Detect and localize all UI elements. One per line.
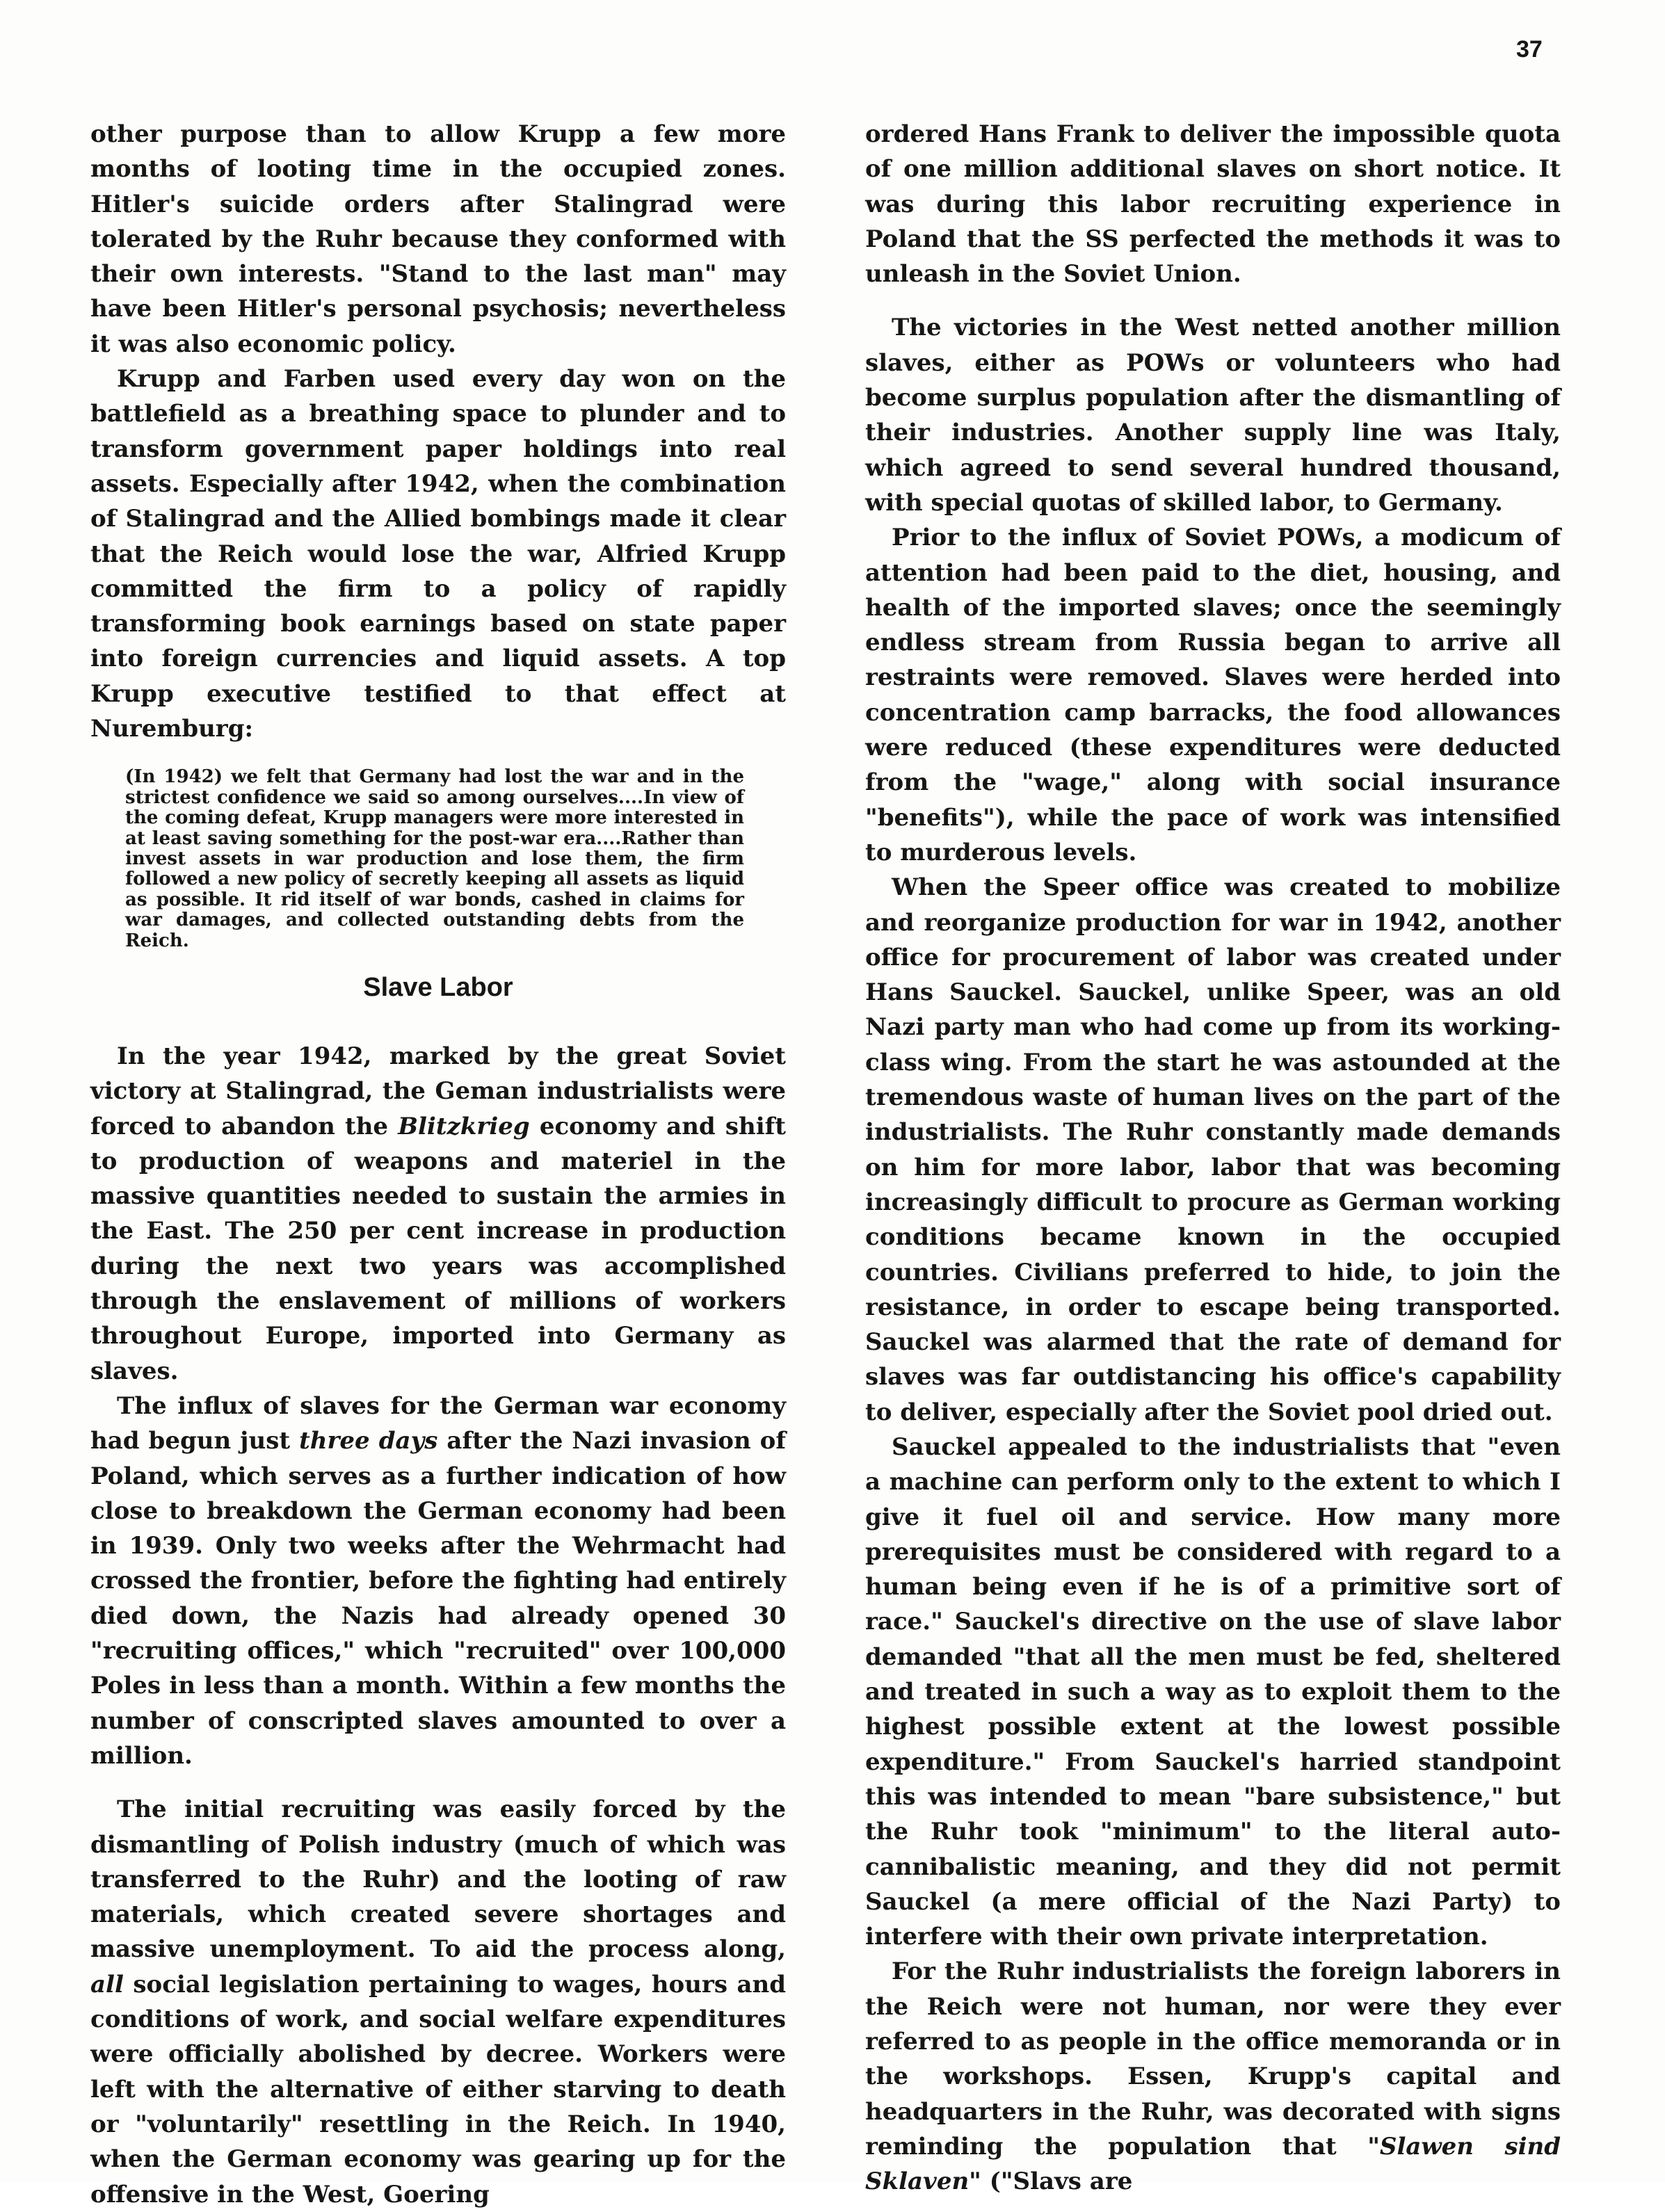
paragraph: [865, 1954, 1561, 2199]
paragraph: other purpose than to allow Krupp a few more months of looting time in the occupied zones. Hitler's suicide orders after Stalingrad were tolerated by the Ruhr because they conformed with their own interests. "Stand to the last man" may have been Hitler's personal psychosis; nevertheless it was also economic policy.: [90, 120, 786, 358]
italic-text: three days: [299, 1427, 438, 1455]
paragraph: Krupp and Farben used every day won on the battlefield as a breathing space to plunder and to transform government paper holdings into real assets. Especially after 1942, when the combination of Stalingrad and the Allied bombings made it clear that the Reich would lose the war, Alfried Krupp committed the firm to a policy of rapidly transforming book earnings based on state paper into foreign currencies and liquid assets. A top Krupp executive testified to that effect at Nuremburg:: [90, 365, 786, 743]
text-run: ("Slavs are: [981, 2167, 1133, 2196]
text-run: after the Nazi invasion of Poland, which serves as a further indication of how close to breakdown the German economy had been in 1939. Only two weeks after the Wehrmacht had crossed the frontier, before the fighting had entirely died down, the Nazis had already opened 30 "recruiting offices," which "recruited" over 100,000 Poles in less than a month. Within a few months the number of conscripted slaves amounted to over a million.: [90, 1427, 786, 1770]
right-column: [865, 117, 1561, 2199]
text-run: economy and shift to production of weapons and materiel in the massive quantities needed to sustain the armies in the East. The 250 per cent increase in production during the next two years was accomplished through the enslavement of millions of workers throughout Europe, imported into Germany as slaves.: [90, 1112, 786, 1385]
text-run: social legislation pertaining to wages, hours and conditions of work, and social welfare expenditures were officially abolished by decree. Workers were left with the alternative of either starving to death or "voluntarily" resettling in the Reich. In 1940, when the German economy was gearing up for the offensive in the West, Goering: [90, 1970, 786, 2209]
paragraph: When the Speer office was created to mobilize and reorganize production for war in 1942, another office for procurement of labor was created under Hans Sauckel. Sauckel, unlike Speer, was an old Nazi party man who had come up from its working-class wing. From the start he was astounded at the tremendous waste of human lives on the part of the industrialists. The Ruhr constantly made demands on him for more labor, labor that was becoming increasingly difficult to procure as German working conditions became known in the occupied countries. Civilians preferred to hide, to join the resistance, in order to escape being transported. Sauckel was alarmed that the rate of demand for slaves was far outdistancing his office's capability to deliver, especially after the Soviet pool dried out.: [865, 873, 1561, 1426]
text-run: The influx of slaves for the German war economy had begun just: [90, 1391, 786, 1455]
italic-text: "Slawen sind Sklaven": [865, 2132, 1561, 2196]
block-quote: (In 1942) we felt that Germany had lost the war and in the strictest confidence we said so among ourselves....In view of the coming defeat, Krupp managers were more interested in at least saving something for the post-war era....Rather than invest assets in war production and lose them, the firm followed a new policy of secretly keeping all assets as liquid as possible. It rid itself of war bonds, cashed in claims for war damages, and collected outstanding debts from the Reich.: [125, 766, 744, 951]
italic-text: all: [90, 1970, 124, 1999]
section-heading: Slave Labor: [363, 973, 513, 1002]
paragraph: The victories in the West netted another million slaves, either as POWs or volunteers who had become surplus population after the dismantling of their industries. Another supply line was Italy, which agreed to send several hundred thousand, with special quotas of skilled labor, to Germany.: [865, 314, 1561, 517]
text-run: For the Ruhr industrialists the foreign laborers in the Reich were not human, nor were they ever referred to as people in the office memoranda or in the workshops. Essen, Krupp's capital and headquarters in the Ruhr, was decorated with signs reminding the population that: [865, 1957, 1561, 2161]
paragraph: Sauckel appealed to the industrialists that "even a machine can perform only to the extent to which I give it fuel oil and service. How many more prerequisites must be considered with regard to a human being even if he is of a primitive sort of race." Sauckel's directive on the use of slave labor demanded "that all the men must be fed, sheltered and treated in such a way as to exploit them to the highest possible extent at the lowest possible expenditure." From Sauckel's harried standpoint this was intended to mean "bare subsistence," but the Ruhr took "minimum" to the literal auto-cannibalistic meaning, and they did not permit Sauckel (a mere official of the Nazi Party) to interfere with their own private interpretation.: [865, 1432, 1561, 1951]
paragraph: Prior to the influx of Soviet POWs, a modicum of attention had been paid to the diet, housing, and health of the imported slaves; once the seemingly endless stream from Russia began to arrive all restraints were removed. Slaves were herded into concentration camp barracks, the food allowances were reduced (these expenditures were deducted from the "wage," along with social insurance "benefits"), while the pace of work was intensified to murderous levels.: [865, 524, 1561, 866]
paragraph: [90, 1792, 786, 2212]
page-number: 37: [1516, 36, 1543, 63]
text-run: In the year 1942, marked by the great Soviet victory at Stalingrad, the Geman industrialists were forced to abandon the: [90, 1042, 786, 1140]
text-run: The initial recruiting was easily forced by the dismantling of Polish industry (much of which was transferred to the Ruhr) and the looting of raw materials, which created severe shortages and massive unemployment. To aid the process along,: [90, 1795, 786, 1964]
paragraph: [90, 1039, 786, 1389]
left-column: [90, 117, 786, 2212]
paragraph: ordered Hans Frank to deliver the impossible quota of one million additional slaves on short notice. It was during this labor recruiting experience in Poland that the SS perfected the methods it was to unleash in the Soviet Union.: [865, 120, 1561, 289]
italic-text: Blitzkrieg: [398, 1112, 530, 1140]
paragraph: [90, 1389, 786, 1773]
